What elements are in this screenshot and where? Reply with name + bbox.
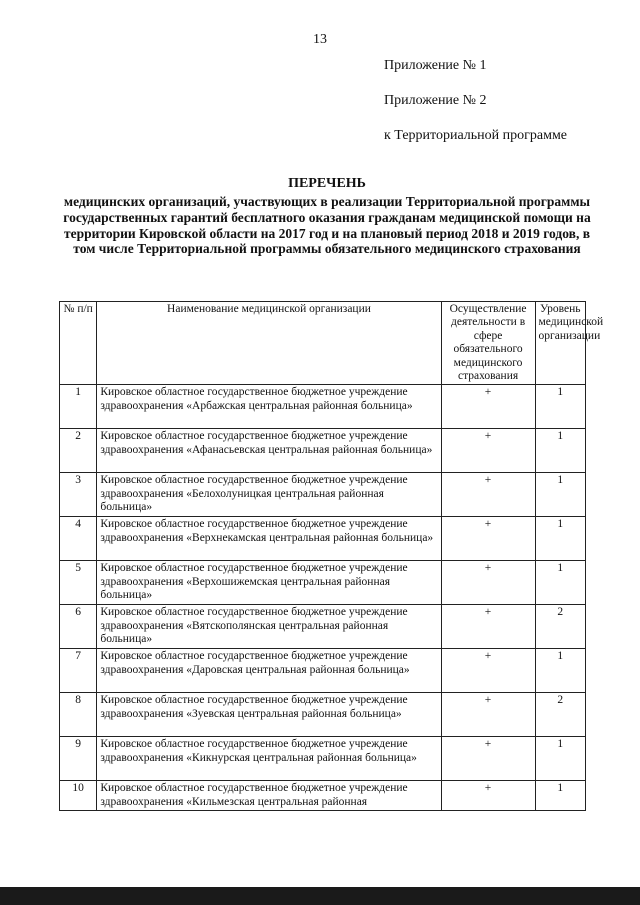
row-oms: + xyxy=(441,693,535,737)
table-row xyxy=(60,517,586,561)
row-oms: + xyxy=(441,429,535,473)
row-name: Кировское областное государственное бюджетное учреждение здравоохранения «Кильмезская центральная районная xyxy=(97,781,441,811)
row-num: 4 xyxy=(60,517,97,561)
scan-bottom-edge xyxy=(0,887,640,905)
organizations-table xyxy=(59,301,604,811)
row-level: 1 xyxy=(535,517,586,561)
table-row xyxy=(60,385,586,429)
row-num: 1 xyxy=(60,385,97,429)
row-level: 1 xyxy=(535,781,586,811)
row-num: 2 xyxy=(60,429,97,473)
header-name: Наименование медицинской организации xyxy=(97,302,441,385)
table-row xyxy=(60,649,586,693)
row-level: 1 xyxy=(535,561,586,605)
row-level: 1 xyxy=(535,737,586,781)
row-oms: + xyxy=(441,605,535,649)
table-row xyxy=(60,693,586,737)
row-num: 9 xyxy=(60,737,97,781)
row-name: Кировское областное государственное бюджетное учреждение здравоохранения «Зуевская центральная районная больница» xyxy=(97,693,441,737)
row-level: 1 xyxy=(535,385,586,429)
table-header-row xyxy=(60,302,586,385)
appendix-line-2: Приложение № 2 xyxy=(384,93,487,108)
row-oms: + xyxy=(441,737,535,781)
header-oms: Осуществление деятельности в сфере обязательного медицинского страхования xyxy=(441,302,535,385)
document-title: ПЕРЕЧЕНЬ xyxy=(288,176,366,191)
page-number: 13 xyxy=(313,32,327,47)
row-name: Кировское областное государственное бюджетное учреждение здравоохранения «Кикнурская центральная районная больница» xyxy=(97,737,441,781)
row-oms: + xyxy=(441,473,535,517)
row-name: Кировское областное государственное бюджетное учреждение здравоохранения «Даровская центральная районная больница» xyxy=(97,649,441,693)
row-level: 1 xyxy=(535,649,586,693)
row-oms: + xyxy=(441,781,535,811)
row-level: 1 xyxy=(535,429,586,473)
row-num: 10 xyxy=(60,781,97,811)
row-num: 3 xyxy=(60,473,97,517)
header-num: № п/п xyxy=(60,302,97,385)
appendix-line-1: Приложение № 1 xyxy=(384,58,487,73)
row-level: 1 xyxy=(535,473,586,517)
row-oms: + xyxy=(441,517,535,561)
table-row xyxy=(60,561,586,605)
table-row xyxy=(60,605,586,649)
row-level: 2 xyxy=(535,693,586,737)
table-row xyxy=(60,473,586,517)
row-oms: + xyxy=(441,649,535,693)
row-num: 7 xyxy=(60,649,97,693)
row-num: 8 xyxy=(60,693,97,737)
row-num: 6 xyxy=(60,605,97,649)
appendix-line-3: к Территориальной программе xyxy=(384,128,568,143)
row-name: Кировское областное государственное бюджетное учреждение здравоохранения «Белохолуницкая центральная районная больница» xyxy=(97,473,441,517)
row-name: Кировское областное государственное бюджетное учреждение здравоохранения «Верхошижемская центральная районная больница» xyxy=(97,561,441,605)
table-row xyxy=(60,429,586,473)
row-name: Кировское областное государственное бюджетное учреждение здравоохранения «Афанасьевская центральная районная больница» xyxy=(97,429,441,473)
row-num: 5 xyxy=(60,561,97,605)
row-oms: + xyxy=(441,385,535,429)
row-name: Кировское областное государственное бюджетное учреждение здравоохранения «Арбажская центральная районная больница» xyxy=(97,385,441,429)
table-row xyxy=(60,737,586,781)
document-subtitle: медицинских организаций, участвующих в реализации Территориальной программы государственных гарантий бесплатного оказания гражданам медицинской помощи на территории Кировской области на 2017 год и на плановый период 2018 и 2019 годов, в том числе Территориальной программы обязательного медицинского страхования xyxy=(63,194,591,257)
row-name: Кировское областное государственное бюджетное учреждение здравоохранения «Вятскополянская центральная районная больница» xyxy=(97,605,441,649)
row-oms: + xyxy=(441,561,535,605)
row-level: 2 xyxy=(535,605,586,649)
table-row xyxy=(60,781,586,811)
row-name: Кировское областное государственное бюджетное учреждение здравоохранения «Верхнекамская центральная районная больница» xyxy=(97,517,441,561)
header-level: Уровень медицинской организации xyxy=(535,302,586,385)
